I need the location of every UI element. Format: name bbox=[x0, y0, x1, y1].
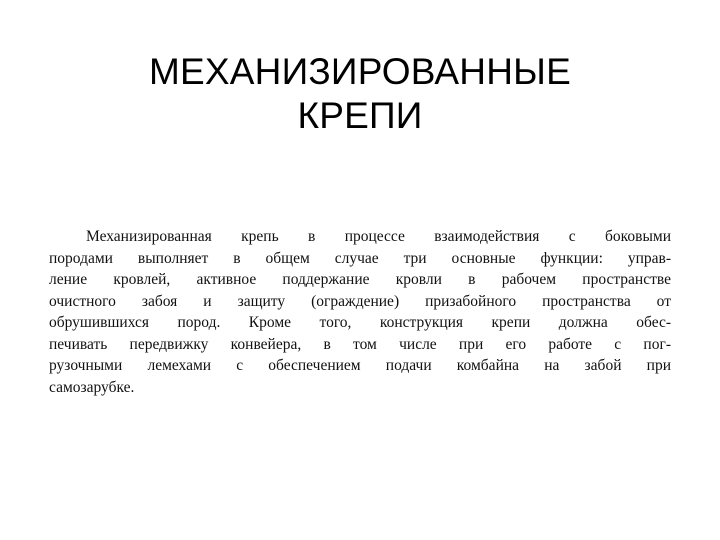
slide-title-line: МЕХАНИЗИРОВАННЫЕ bbox=[149, 51, 571, 92]
paragraph-line: обрушившихся пород. Кроме того, конструкция крепи должна обес- bbox=[49, 314, 671, 331]
slide-title-line: КРЕПИ bbox=[297, 95, 423, 136]
paragraph-line: очистного забоя и защиту (ограждение) призабойного пространства от bbox=[49, 292, 671, 310]
slide-title bbox=[60, 50, 660, 138]
paragraph-line: ление кровлей, активное поддержание кровли в рабочем пространстве bbox=[49, 271, 671, 288]
paragraph-line: Механизированная крепь в процессе взаимодействия с боковыми bbox=[86, 228, 671, 245]
paragraph-line: породами выполняет в общем случае три основные функции: управ- bbox=[49, 249, 671, 267]
paragraph-line: рузочными лемехами с обеспечением подачи комбайна на забой при bbox=[49, 357, 671, 374]
scanned-text-paragraph bbox=[49, 226, 671, 398]
paragraph-line: печивать передвижку конвейера, в том числе при его работе с пог- bbox=[49, 335, 671, 353]
paragraph-line: самозарубке. bbox=[49, 378, 135, 396]
